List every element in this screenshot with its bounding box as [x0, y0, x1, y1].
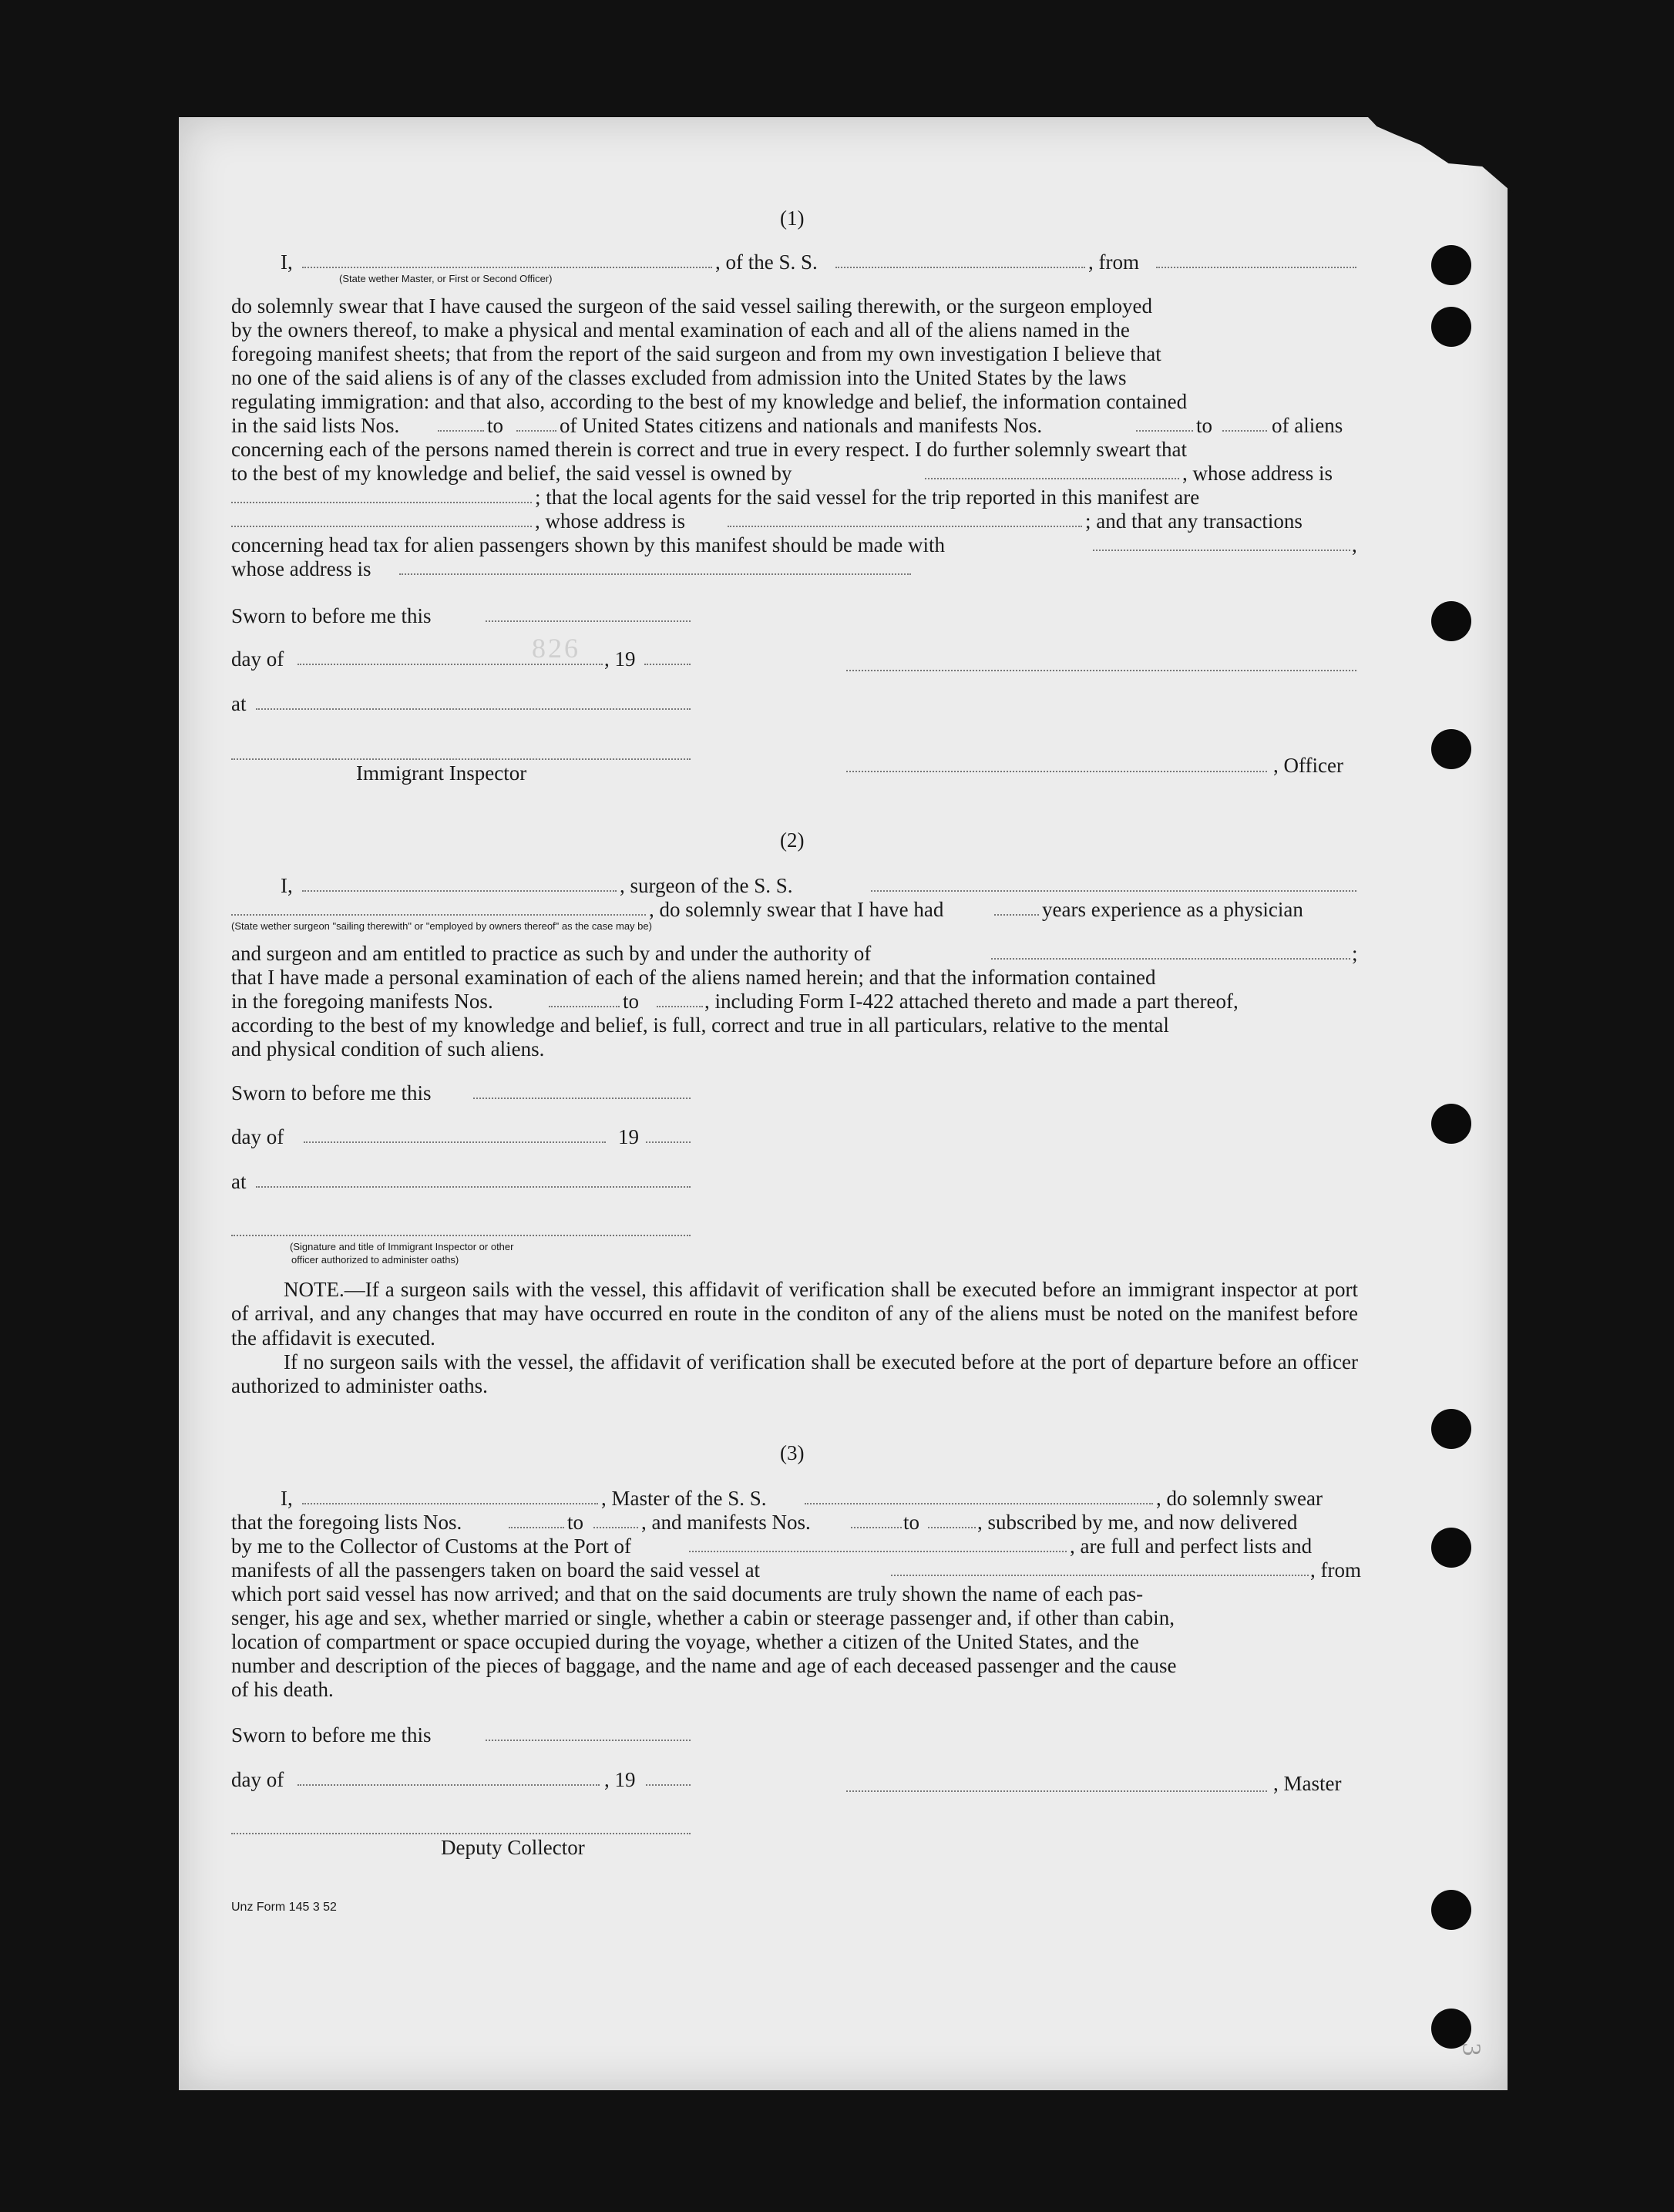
s2-surgeon-type-field[interactable] — [231, 914, 646, 916]
s1-whose-address-label: whose address is — [231, 557, 371, 580]
s1-citizens-label: of United States citizens and nationals and manifests Nos. — [560, 414, 1043, 437]
s1-at-field[interactable] — [256, 708, 691, 710]
s2-signature-field[interactable] — [231, 1235, 691, 1236]
s1-lists-label: in the said lists Nos. — [231, 414, 400, 437]
s1-lists-from-field[interactable] — [438, 430, 484, 432]
faint-stamp: 826 — [532, 633, 580, 664]
s3-sworn-field[interactable] — [486, 1740, 691, 1741]
s3-onboard-label: manifests of all the passengers taken on board the said vessel at — [231, 1558, 761, 1582]
s3-port-field[interactable] — [689, 1551, 1067, 1552]
s3-year-label: , 19 — [604, 1768, 636, 1791]
binder-hole — [1431, 1409, 1471, 1449]
s2-day-field[interactable] — [304, 1141, 606, 1143]
s3-to-label-2: to — [903, 1511, 920, 1534]
s1-lists-to-field[interactable] — [516, 430, 556, 432]
form-id: Unz Form 145 3 52 — [231, 1901, 337, 1914]
s1-aliens-label: of aliens — [1272, 414, 1343, 437]
section-3-number: (3) — [780, 1441, 805, 1464]
s2-at-field[interactable] — [256, 1186, 691, 1188]
s1-owner-field[interactable] — [925, 478, 1179, 479]
s2-swear-label: , do solemnly swear that I have had — [649, 898, 944, 921]
s3-from-label: , from — [1310, 1558, 1361, 1582]
s2-i-label: I, — [281, 874, 293, 897]
s1-headtax-label: concerning head tax for alien passengers shown by this manifest should be made with — [231, 533, 946, 556]
s1-dayof-label: day of — [231, 647, 284, 671]
s1-transactions-label: ; and that any transactions — [1085, 509, 1303, 533]
s2-authority-field[interactable] — [991, 958, 1350, 960]
s1-day-field[interactable] — [297, 664, 603, 665]
s1-officer-line-1[interactable] — [846, 670, 1356, 671]
s2-authority-label: and surgeon and am entitled to practice as such by and under the authority of — [231, 942, 872, 965]
s3-master-name-field[interactable] — [302, 1503, 598, 1504]
s1-body-line: by the owners thereof, to make a physical and mental examination of each and all of the aliens named in the — [231, 318, 1130, 341]
binder-hole — [1431, 1528, 1471, 1568]
s2-year-label: 19 — [618, 1125, 639, 1148]
s2-ship-field[interactable] — [871, 890, 1356, 892]
s1-owner-address-field[interactable] — [231, 502, 532, 503]
s3-body-line: number and description of the pieces of baggage, and the name and age of each deceased passenger and the cause — [231, 1654, 1177, 1677]
s1-owned-label: to the best of my knowledge and belief, the said vessel is owned by — [231, 462, 792, 485]
s2-surgeon-hint: (State wether surgeon "sailing therewith" or "employed by owners thereof" as the case may be) — [231, 920, 652, 932]
s2-dayof-label: day of — [231, 1125, 284, 1148]
s2-manifests-to-field[interactable] — [657, 1006, 703, 1007]
binder-hole — [1431, 1890, 1471, 1930]
s1-headtax-field[interactable] — [1093, 550, 1350, 551]
s3-lists-label: that the foregoing lists Nos. — [231, 1511, 462, 1534]
s1-agents-field[interactable] — [231, 526, 532, 527]
binder-hole — [1431, 1104, 1471, 1144]
s1-body-line: do solemnly swear that I have caused the surgeon of the said vessel sailing therewith, or the surgeon employed — [231, 294, 1152, 318]
s3-perfect-label: , are full and perfect lists and — [1070, 1535, 1313, 1558]
note-paragraph-1: NOTE.—If a surgeon sails with the vessel, this affidavit of verification shall be executed before an immigrant inspector at port of arrival, and any changes that may have occurred en route in the conditon of any of the aliens must be noted on the manifest before the affidavit is executed. — [231, 1278, 1358, 1350]
s2-signature-hint-1: (Signature and title of Immigrant Inspector or other — [290, 1241, 514, 1252]
s3-to-label: to — [567, 1511, 584, 1534]
s3-body-line: which port said vessel has now arrived; and that on the said documents are truly shown the name of each pas- — [231, 1582, 1144, 1605]
s2-year-field[interactable] — [646, 1141, 691, 1143]
s1-at-label: at — [231, 692, 247, 715]
s3-manifests-label: , and manifests Nos. — [641, 1511, 811, 1534]
s1-agents-address-field[interactable] — [728, 526, 1082, 527]
s3-port-label: by me to the Collector of Customs at the Port of — [231, 1535, 631, 1558]
section-2-number: (2) — [780, 829, 805, 852]
s3-body-line: senger, his age and sex, whether married or single, whether a cabin or steerage passenger and, if other than cabin, — [231, 1606, 1175, 1629]
s2-years-label: years experience as a physician — [1042, 898, 1303, 921]
s2-body-line: according to the best of my knowledge and belief, is full, correct and true in all particulars, relative to the mental — [231, 1014, 1169, 1037]
s3-master-sign-label: , Master — [1273, 1772, 1342, 1795]
s1-agents-label: ; that the local agents for the said vessel for the trip reported in this manifest are — [535, 486, 1200, 509]
s2-sworn-field[interactable] — [473, 1098, 691, 1099]
s2-body-line: and physical condition of such aliens. — [231, 1037, 545, 1061]
s1-inspector-signature-field[interactable] — [231, 758, 691, 760]
s2-surgeon-label: , surgeon of the S. S. — [620, 874, 793, 897]
s1-body-line: no one of the said aliens is of any of the classes excluded from admission into the United States by the laws — [231, 366, 1127, 389]
s2-body-line: that I have made a personal examination of each of the aliens named herein; and that the information contained — [231, 966, 1156, 989]
section-1-number: (1) — [780, 207, 805, 230]
s1-of-ss-label: , of the S. S. — [715, 250, 818, 274]
s3-dayof-label: day of — [231, 1768, 284, 1791]
s1-body-line: regulating immigration: and that also, according to the best of my knowledge and belief, the information contained — [231, 390, 1188, 413]
binder-hole — [1431, 601, 1471, 641]
binder-hole — [1431, 729, 1471, 769]
s1-headtax-address-field[interactable] — [399, 573, 911, 575]
s1-inspector-label: Immigrant Inspector — [356, 761, 527, 785]
s1-i-label: I, — [281, 250, 293, 274]
s2-years-field[interactable] — [994, 914, 1039, 916]
s3-i-label: I, — [281, 1487, 293, 1510]
s3-master-line-1[interactable] — [846, 1790, 1267, 1792]
s1-year-label: , 19 — [604, 647, 636, 671]
corner-mark: 3 — [1457, 2042, 1486, 2056]
s1-year-field[interactable] — [644, 664, 691, 665]
s2-manifests-from-field[interactable] — [549, 1006, 620, 1007]
s3-manifests-to-field[interactable] — [928, 1527, 976, 1528]
binder-hole — [1431, 307, 1471, 347]
note-block — [231, 1278, 1358, 1398]
s3-collector-signature-field[interactable] — [231, 1833, 691, 1834]
s1-officer-hint: (State wether Master, or First or Second Officer) — [339, 273, 553, 284]
s3-lists-to-field[interactable] — [593, 1527, 638, 1528]
s3-delivered-label: , subscribed by me, and now delivered — [977, 1511, 1298, 1534]
s2-signature-hint-2: officer authorized to administer oaths) — [291, 1254, 459, 1266]
s1-manifests-to-field[interactable] — [1222, 430, 1267, 432]
note-paragraph-2: If no surgeon sails with the vessel, the affidavit of verification shall be executed before at the port of departure before an officer authorized to administer oaths. — [231, 1350, 1358, 1398]
s1-from-label: , from — [1088, 250, 1139, 274]
s3-sworn-label: Sworn to before me this — [231, 1723, 432, 1746]
s2-surgeon-name-field[interactable] — [302, 890, 617, 892]
s3-onboard-port-field[interactable] — [891, 1575, 1309, 1576]
s3-collector-label: Deputy Collector — [441, 1836, 585, 1859]
s1-to-label: to — [487, 414, 504, 437]
s3-body-line: of his death. — [231, 1678, 334, 1701]
s1-body-line: concerning each of the persons named therein is correct and true in every respect. I do further solemnly sweart that — [231, 438, 1188, 461]
s2-to-label: to — [623, 990, 640, 1013]
s3-day-field[interactable] — [297, 1784, 600, 1786]
s1-sworn-field[interactable] — [486, 620, 691, 622]
s3-swear-label: , do solemnly swear — [1156, 1487, 1323, 1510]
s1-sworn-label: Sworn to before me this — [231, 604, 432, 627]
s1-agents-address-label: , whose address is — [535, 509, 685, 533]
s1-officer-field[interactable] — [302, 267, 712, 268]
s3-master-label: , Master of the S. S. — [601, 1487, 767, 1510]
s3-body-line: location of compartment or space occupied during the voyage, whether a citizen of the United States, and the — [231, 1630, 1139, 1653]
s1-from-field[interactable] — [1156, 267, 1356, 268]
s3-ship-field[interactable] — [805, 1503, 1153, 1504]
s1-manifests-from-field[interactable] — [1136, 430, 1193, 432]
s2-semicolon: ; — [1352, 942, 1358, 965]
s1-ship-field[interactable] — [835, 267, 1085, 268]
s1-owner-address-label: , whose address is — [1182, 462, 1333, 485]
s1-comma: , — [1352, 533, 1357, 556]
s2-form-label: , including Form I-422 attached thereto and made a part thereof, — [704, 990, 1239, 1013]
s1-body-line: foregoing manifest sheets; that from the report of the said surgeon and from my own investigation I believe that — [231, 342, 1161, 365]
s1-officer-signature-field[interactable] — [846, 771, 1267, 772]
s3-manifests-from-field[interactable] — [851, 1527, 902, 1528]
s3-lists-from-field[interactable] — [509, 1527, 564, 1528]
s2-manifests-label: in the foregoing manifests Nos. — [231, 990, 493, 1013]
binder-hole — [1431, 245, 1471, 285]
s1-to-label-2: to — [1196, 414, 1213, 437]
s1-officer-label: , Officer — [1273, 754, 1343, 777]
s2-at-label: at — [231, 1170, 247, 1193]
s2-sworn-label: Sworn to before me this — [231, 1081, 432, 1104]
s3-year-field[interactable] — [646, 1784, 691, 1786]
